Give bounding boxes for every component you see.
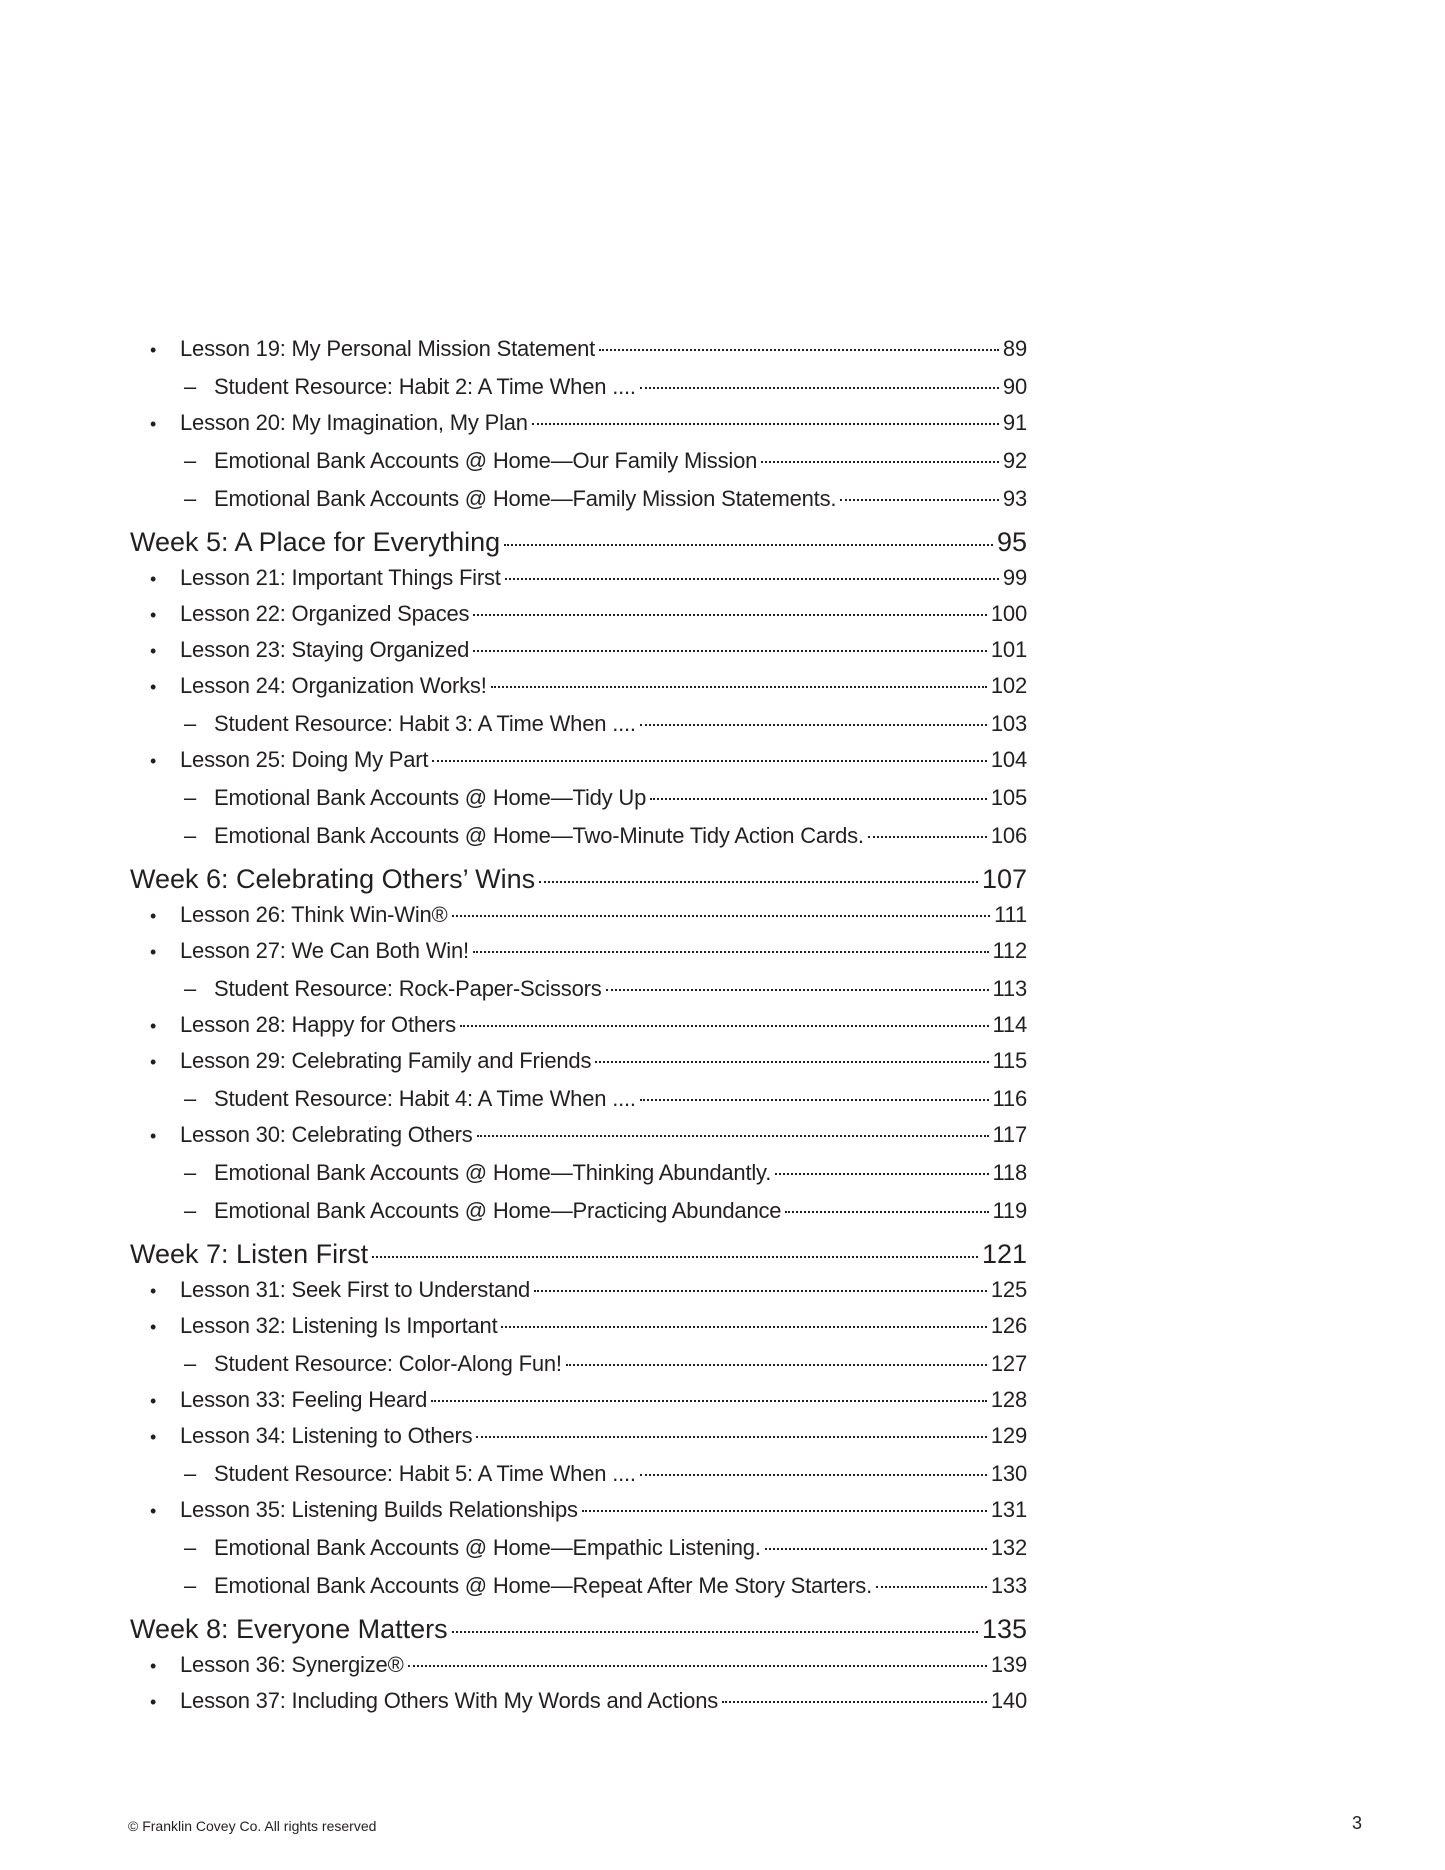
dot-leader — [504, 544, 993, 546]
dot-leader — [840, 499, 999, 501]
toc-entry-title: Lesson 34: Listening to Others — [180, 1423, 473, 1448]
toc-page-number: 114 — [992, 1012, 1027, 1037]
bullet-icon: • — [150, 569, 157, 589]
toc-page-number: 132 — [990, 1535, 1027, 1560]
toc-lesson-entry — [150, 1122, 1027, 1148]
dot-leader — [477, 1135, 989, 1137]
dot-leader — [722, 1701, 987, 1703]
toc-entry-title: Emotional Bank Accounts @ Home—Practicing Abundance — [214, 1198, 782, 1223]
toc-entry-title: Lesson 31: Seek First to Understand — [180, 1277, 531, 1302]
toc-entry-title: Lesson 29: Celebrating Family and Friends — [180, 1048, 592, 1073]
bullet-icon: • — [150, 942, 157, 962]
toc-page-number: 115 — [992, 1048, 1027, 1073]
toc-entry-title: Week 8: Everyone Matters — [130, 1614, 448, 1644]
toc-page-number: 131 — [990, 1497, 1027, 1522]
bullet-icon: • — [150, 1391, 157, 1411]
toc-subentry — [184, 448, 1027, 474]
toc-page-number: 111 — [994, 902, 1027, 927]
toc-entry-title: Lesson 19: My Personal Mission Statement — [180, 336, 596, 361]
dash-icon: – — [184, 711, 197, 736]
toc-page-number: 93 — [1002, 486, 1027, 511]
toc-lesson-entry — [150, 902, 1027, 928]
toc-subentry — [184, 823, 1027, 849]
dash-icon: – — [184, 486, 197, 511]
dot-leader — [452, 1631, 978, 1633]
toc-page-number: 104 — [990, 747, 1027, 772]
toc-entry-title: Lesson 28: Happy for Others — [180, 1012, 456, 1037]
dot-leader — [606, 989, 989, 991]
bullet-icon: • — [150, 1281, 157, 1301]
toc-lesson-entry — [150, 565, 1027, 591]
toc-page-number: 112 — [992, 938, 1027, 963]
toc-lesson-entry — [150, 1652, 1027, 1678]
toc-lesson-entry — [150, 1277, 1027, 1303]
dot-leader — [566, 1364, 987, 1366]
toc-page-number: 118 — [992, 1160, 1027, 1185]
toc-entry-title: Lesson 23: Staying Organized — [180, 637, 470, 662]
dot-leader — [372, 1256, 978, 1258]
toc-page-number: 100 — [990, 601, 1027, 626]
toc-page-number: 95 — [996, 527, 1027, 557]
bullet-icon: • — [150, 340, 157, 360]
toc-entry-title: Emotional Bank Accounts @ Home—Our Family Mission — [214, 448, 758, 473]
toc-entry-title: Emotional Bank Accounts @ Home—Family Mission Statements. — [214, 486, 837, 511]
toc-page-number: 128 — [990, 1387, 1027, 1412]
toc-entry-title: Week 7: Listen First — [130, 1239, 369, 1269]
toc-entry-title: Lesson 33: Feeling Heard — [180, 1387, 428, 1412]
toc-entry-title: Lesson 22: Organized Spaces — [180, 601, 470, 626]
bullet-icon: • — [150, 641, 157, 661]
dash-icon: – — [184, 976, 197, 1001]
dot-leader — [491, 686, 987, 688]
dot-leader — [532, 423, 999, 425]
bullet-icon: • — [150, 1501, 157, 1521]
toc-entry-title: Emotional Bank Accounts @ Home—Tidy Up — [214, 785, 647, 810]
toc-page-number: 133 — [990, 1573, 1027, 1598]
toc-page-number: 89 — [1002, 336, 1027, 361]
toc-lesson-entry — [150, 747, 1027, 773]
dash-icon: – — [184, 1351, 197, 1376]
dash-icon: – — [184, 1086, 197, 1111]
toc-entry-title: Lesson 24: Organization Works! — [180, 673, 487, 698]
toc-page-number: 103 — [990, 711, 1027, 736]
dot-leader — [582, 1510, 987, 1512]
dot-leader — [452, 915, 991, 917]
dot-leader — [460, 1025, 989, 1027]
bullet-icon: • — [150, 1052, 157, 1072]
toc-subentry — [184, 1461, 1027, 1487]
dot-leader — [431, 1400, 987, 1402]
bullet-icon: • — [150, 1016, 157, 1036]
dot-leader — [785, 1211, 988, 1213]
toc-entry-title: Lesson 27: We Can Both Win! — [180, 938, 469, 963]
dot-leader — [640, 1099, 989, 1101]
dash-icon: – — [184, 1573, 197, 1598]
bullet-icon: • — [150, 906, 157, 926]
toc-entry-title: Lesson 37: Including Others With My Words and Actions — [180, 1688, 719, 1713]
toc-subentry — [184, 374, 1027, 400]
toc-lesson-entry — [150, 336, 1027, 362]
toc-subentry — [184, 1198, 1027, 1224]
toc-lesson-entry — [150, 1313, 1027, 1339]
toc-entry-title: Emotional Bank Accounts @ Home—Two-Minute Tidy Action Cards. — [214, 823, 864, 848]
toc-page-number: 116 — [992, 1086, 1027, 1111]
toc-entry-title: Week 6: Celebrating Others’ Wins — [130, 864, 536, 894]
toc-entry-title: Emotional Bank Accounts @ Home—Repeat After Me Story Starters. — [214, 1573, 872, 1598]
toc-entry-title: Lesson 32: Listening Is Important — [180, 1313, 498, 1338]
dot-leader — [650, 798, 987, 800]
toc-subentry — [184, 1535, 1027, 1561]
dot-leader — [765, 1548, 987, 1550]
dash-icon: – — [184, 823, 197, 848]
dot-leader — [473, 951, 989, 953]
toc-entry-title: Emotional Bank Accounts @ Home—Empathic Listening. — [214, 1535, 761, 1560]
dot-leader — [473, 614, 987, 616]
dash-icon: – — [184, 374, 197, 399]
toc-page-number: 139 — [990, 1652, 1027, 1677]
copyright-notice: © Franklin Covey Co. All rights reserved — [128, 1818, 377, 1834]
toc-lesson-entry — [150, 1387, 1027, 1413]
toc-page-number: 140 — [990, 1688, 1027, 1713]
toc-page-number: 127 — [990, 1351, 1027, 1376]
toc-lesson-entry — [150, 1048, 1027, 1074]
toc-page-number: 135 — [981, 1614, 1027, 1644]
toc-subentry — [184, 486, 1027, 512]
dot-leader — [876, 1586, 987, 1588]
toc-page-number: 105 — [990, 785, 1027, 810]
bullet-icon: • — [150, 1317, 157, 1337]
toc-page-number: 101 — [990, 637, 1027, 662]
dot-leader — [534, 1290, 987, 1292]
toc-page-number: 117 — [992, 1122, 1027, 1147]
toc-entry-title: Lesson 30: Celebrating Others — [180, 1122, 473, 1147]
toc-subentry — [184, 1160, 1027, 1186]
toc-page-number: 126 — [990, 1313, 1027, 1338]
toc-subentry — [184, 1351, 1027, 1377]
toc-lesson-entry — [150, 1423, 1027, 1449]
toc-entry-title: Student Resource: Habit 3: A Time When .... — [214, 711, 636, 736]
toc-lesson-entry — [150, 1012, 1027, 1038]
toc-subentry — [184, 1573, 1027, 1599]
toc-entry-title: Student Resource: Habit 4: A Time When .... — [214, 1086, 636, 1111]
dash-icon: – — [184, 1535, 197, 1560]
toc-week-heading — [130, 527, 1027, 558]
dot-leader — [761, 461, 999, 463]
toc-entry-title: Week 5: A Place for Everything — [130, 527, 501, 557]
dot-leader — [408, 1665, 987, 1667]
toc-entry-title: Lesson 21: Important Things First — [180, 565, 501, 590]
toc-page-number: 113 — [992, 976, 1027, 1001]
toc-entry-title: Lesson 20: My Imagination, My Plan — [180, 410, 528, 435]
toc-week-heading — [130, 1614, 1027, 1645]
toc-lesson-entry — [150, 1688, 1027, 1714]
toc-entry-title: Student Resource: Color-Along Fun! — [214, 1351, 562, 1376]
toc-lesson-entry — [150, 410, 1027, 436]
toc-entry-title: Lesson 26: Think Win-Win® — [180, 902, 448, 927]
toc-page-number: 119 — [992, 1198, 1027, 1223]
bullet-icon: • — [150, 1427, 157, 1447]
toc-subentry — [184, 1086, 1027, 1112]
dash-icon: – — [184, 448, 197, 473]
toc-page-number: 107 — [981, 864, 1027, 894]
toc-page-number: 125 — [990, 1277, 1027, 1302]
toc-page-number: 129 — [990, 1423, 1027, 1448]
page-number: 3 — [1352, 1813, 1363, 1833]
dot-leader — [432, 760, 987, 762]
dot-leader — [868, 836, 987, 838]
toc-page-number: 99 — [1002, 565, 1027, 590]
dot-leader — [640, 724, 987, 726]
toc-entry-title: Lesson 25: Doing My Part — [180, 747, 429, 772]
dot-leader — [640, 1474, 987, 1476]
toc-entry-title: Lesson 36: Synergize® — [180, 1652, 404, 1677]
toc-lesson-entry — [150, 601, 1027, 627]
dot-leader — [505, 578, 999, 580]
bullet-icon: • — [150, 414, 157, 434]
bullet-icon: • — [150, 1656, 157, 1676]
dot-leader — [775, 1173, 988, 1175]
bullet-icon: • — [150, 1126, 157, 1146]
toc-subentry — [184, 711, 1027, 737]
toc-lesson-entry — [150, 673, 1027, 699]
toc-page-number: 130 — [990, 1461, 1027, 1486]
toc-entry-title: Student Resource: Habit 2: A Time When .... — [214, 374, 636, 399]
toc-week-heading — [130, 1239, 1027, 1270]
toc-entry-title: Lesson 35: Listening Builds Relationships — [180, 1497, 578, 1522]
toc-lesson-entry — [150, 1497, 1027, 1523]
dot-leader — [539, 881, 978, 883]
toc-subentry — [184, 785, 1027, 811]
toc-page-number: 90 — [1002, 374, 1027, 399]
toc-entry-title: Student Resource: Rock-Paper-Scissors — [214, 976, 602, 1001]
toc-page-number: 121 — [981, 1239, 1027, 1269]
bullet-icon: • — [150, 1692, 157, 1712]
toc-lesson-entry — [150, 938, 1027, 964]
toc-week-heading — [130, 864, 1027, 895]
dot-leader — [599, 349, 999, 351]
toc-entry-title: Emotional Bank Accounts @ Home—Thinking Abundantly. — [214, 1160, 772, 1185]
dot-leader — [595, 1061, 988, 1063]
dot-leader — [640, 387, 999, 389]
toc-page-number: 106 — [990, 823, 1027, 848]
bullet-icon: • — [150, 605, 157, 625]
toc-lesson-entry — [150, 637, 1027, 663]
dash-icon: – — [184, 1198, 197, 1223]
toc-page-number: 92 — [1002, 448, 1027, 473]
dot-leader — [501, 1326, 986, 1328]
bullet-icon: • — [150, 751, 157, 771]
dot-leader — [476, 1436, 986, 1438]
bullet-icon: • — [150, 677, 157, 697]
dot-leader — [473, 650, 987, 652]
dash-icon: – — [184, 1160, 197, 1185]
toc-subentry — [184, 976, 1027, 1002]
toc-entry-title: Student Resource: Habit 5: A Time When .... — [214, 1461, 636, 1486]
dash-icon: – — [184, 785, 197, 810]
dash-icon: – — [184, 1461, 197, 1486]
toc-page-number: 102 — [990, 673, 1027, 698]
toc-page-number: 91 — [1002, 410, 1027, 435]
